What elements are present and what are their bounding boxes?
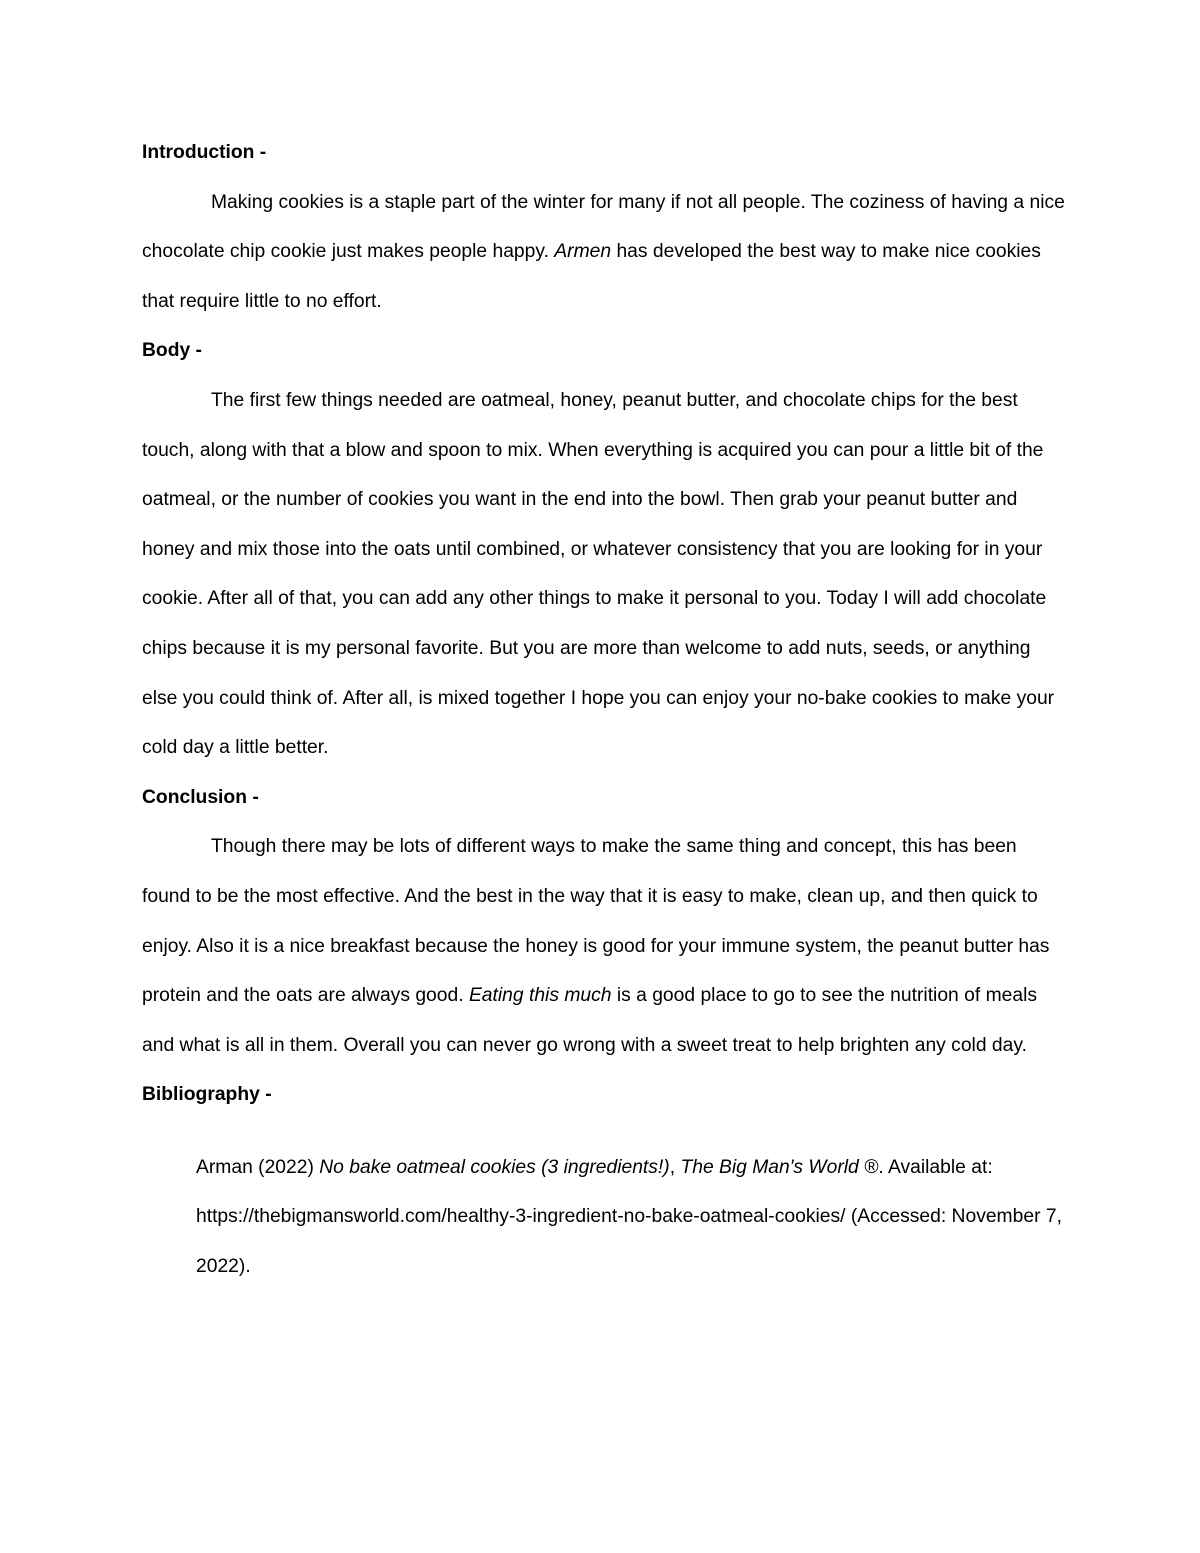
conclusion-text-1: Though there may be lots of different ways to make the same thing and concept, this has been found to be the most effective. And the best in the way that it is easy to make, clean up, and then quick to enjoy. Also it is a nice breakfast because the honey is good for your immune system, the peanut butter has protein and the oats are always good. <box>142 836 1050 1007</box>
body-paragraph: The first few things needed are oatmeal, honey, peanut butter, and chocolate chips for the best touch, along with that a blow and spoon to mix. When everything is acquired you can pour a little bit of the oatmeal, or the number of cookies you want in the end into the bowl. Then grab your peanut butter and honey and mix those into the oats until combined, or whatever consistency that you are looking for in your cookie. After all of that, you can add any other things to make it personal to you. Today I will add chocolate chips because it is my personal favorite. But you are more than welcome to add nuts, seeds, or anything else you could think of. After all, is mixed together I hope you can enjoy your no-bake cookies to make your cold day a little better. <box>142 389 1055 759</box>
introduction-text-2: has developed the best way to make nice cookies that require little to no effort. <box>142 241 1041 312</box>
bibliography-title: No bake oatmeal cookies (3 ingredients!) <box>319 1156 670 1178</box>
bibliography-site: The Big Man's World ® <box>680 1156 879 1178</box>
bibliography-availability: . Available at: https://thebigmansworld.com/healthy-3-ingredient-no-bake-oatmeal-cookies/ (Accessed: November 7, 2022). <box>196 1156 1062 1278</box>
introduction-italic-armen: Armen <box>554 241 612 263</box>
bibliography-author-year: Arman (2022) <box>196 1156 320 1178</box>
conclusion-heading: Conclusion - <box>142 786 259 808</box>
conclusion-italic-eating-this-much: Eating this much <box>468 985 612 1007</box>
conclusion-text-2: is a good place to go to see the nutrition of meals and what is all in them. Overall you can never go wrong with a sweet treat to help brighten any cold day. <box>142 985 1038 1056</box>
body-heading: Body - <box>142 340 202 362</box>
conclusion-paragraph <box>142 822 1067 1070</box>
bibliography-heading: Bibliography - <box>142 1084 272 1106</box>
bibliography-entry <box>142 1120 1081 1292</box>
bibliography-separator: , <box>669 1156 681 1178</box>
introduction-text-1: Making cookies is a staple part of the winter for many if not all people. The coziness of having a nice chocolate chip cookie just makes people happy. <box>142 191 1065 263</box>
introduction-heading: Introduction - <box>142 142 267 163</box>
document-page <box>142 128 1067 1292</box>
introduction-paragraph <box>142 178 1067 327</box>
